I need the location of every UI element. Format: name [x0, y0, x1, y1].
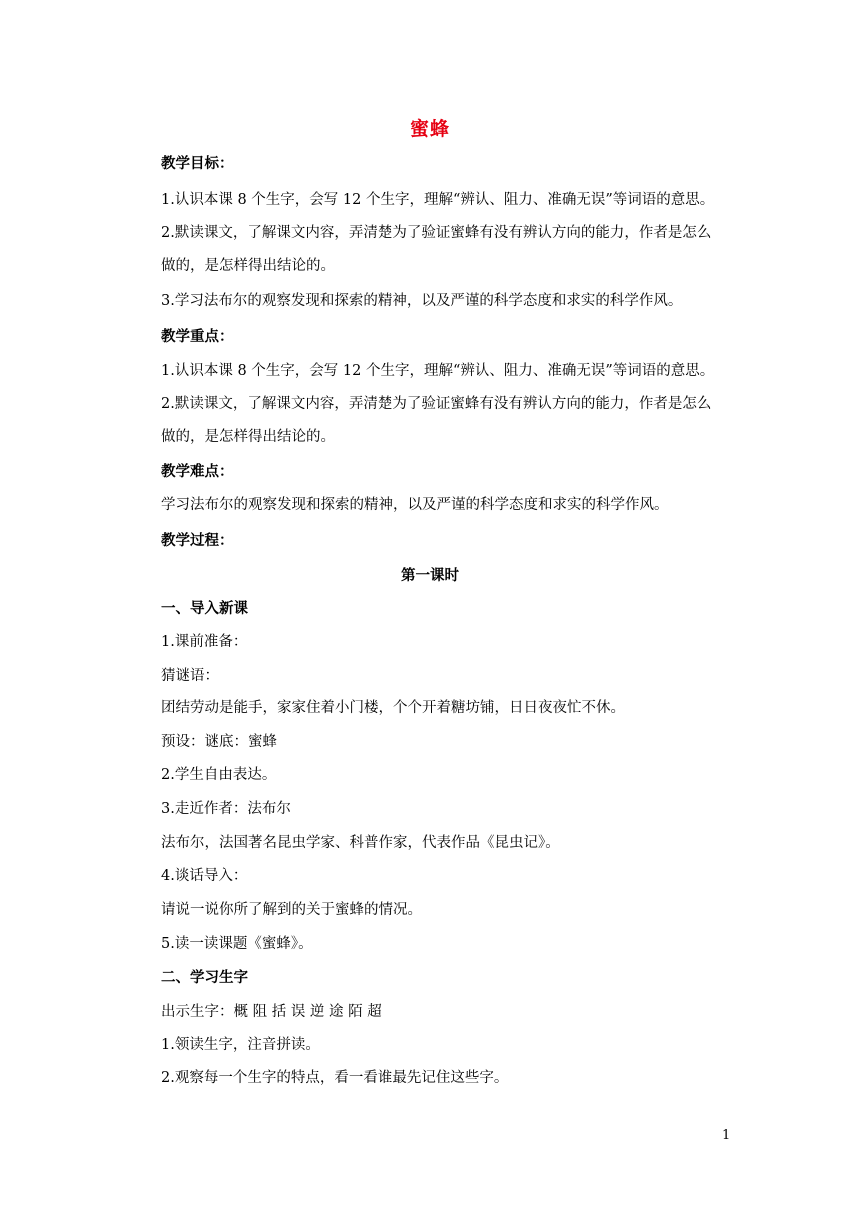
- section-heading: 二、学习生字: [161, 969, 248, 986]
- text-line: 1.认识本课 8 个生字，会写 12 个生字，理解“辨认、阻力、准确无误”等词语的意思。: [161, 192, 715, 208]
- text-line: 2.默读课文，了解课文内容，弄清楚为了验证蜜蜂有没有辨认方向的能力，作者是怎么: [161, 225, 712, 241]
- document-title: 蜜蜂: [409, 118, 450, 140]
- text-line: 4.谈话导入：: [161, 868, 248, 884]
- section-heading: 教学目标：: [161, 155, 234, 172]
- section-heading: 第一课时: [401, 567, 459, 584]
- page-number: 1: [722, 1128, 731, 1143]
- text-line: 1.认识本课 8 个生字，会写 12 个生字，理解“辨认、阻力、准确无误”等词语的意思。: [161, 363, 715, 379]
- text-line: 2.学生自由表达。: [161, 767, 277, 783]
- text-line: 3.学习法布尔的观察发现和探索的精神，以及严谨的科学态度和求实的科学作风。: [161, 293, 683, 309]
- text-line: 猜谜语：: [161, 668, 219, 684]
- text-line: 做的，是怎样得出结论的。: [161, 429, 335, 445]
- text-line: 做的，是怎样得出结论的。: [161, 258, 335, 274]
- text-line: 出示生字：概 阻 括 误 逆 途 陌 超: [161, 1004, 382, 1020]
- text-line: 5.读一读课题《蜜蜂》。: [161, 936, 313, 952]
- text-line: 团结劳动是能手，家家住着小门楼，个个开着糖坊铺，日日夜夜忙不休。: [161, 700, 625, 716]
- section-heading: 教学过程：: [161, 532, 234, 549]
- text-line: 学习法布尔的观察发现和探索的精神，以及严谨的科学态度和求实的科学作风。: [161, 497, 669, 513]
- text-line: 请说一说你所了解到的关于蜜蜂的情况。: [161, 902, 422, 918]
- text-line: 1.课前准备：: [161, 634, 248, 650]
- text-line: 1.领读生字，注音拼读。: [161, 1037, 320, 1053]
- section-heading: 教学难点：: [161, 463, 234, 480]
- section-heading: 一、导入新课: [161, 600, 248, 617]
- text-line: 2.观察每一个生字的特点，看一看谁最先记住这些字。: [161, 1070, 509, 1086]
- section-heading: 教学重点：: [161, 328, 234, 345]
- text-line: 预设：谜底：蜜蜂: [161, 734, 277, 750]
- text-line: 3.走近作者：法布尔: [161, 801, 291, 817]
- text-line: 2.默读课文，了解课文内容，弄清楚为了验证蜜蜂有没有辨认方向的能力，作者是怎么: [161, 396, 712, 412]
- text-line: 法布尔，法国著名昆虫学家、科普作家，代表作品《昆虫记》。: [161, 835, 560, 851]
